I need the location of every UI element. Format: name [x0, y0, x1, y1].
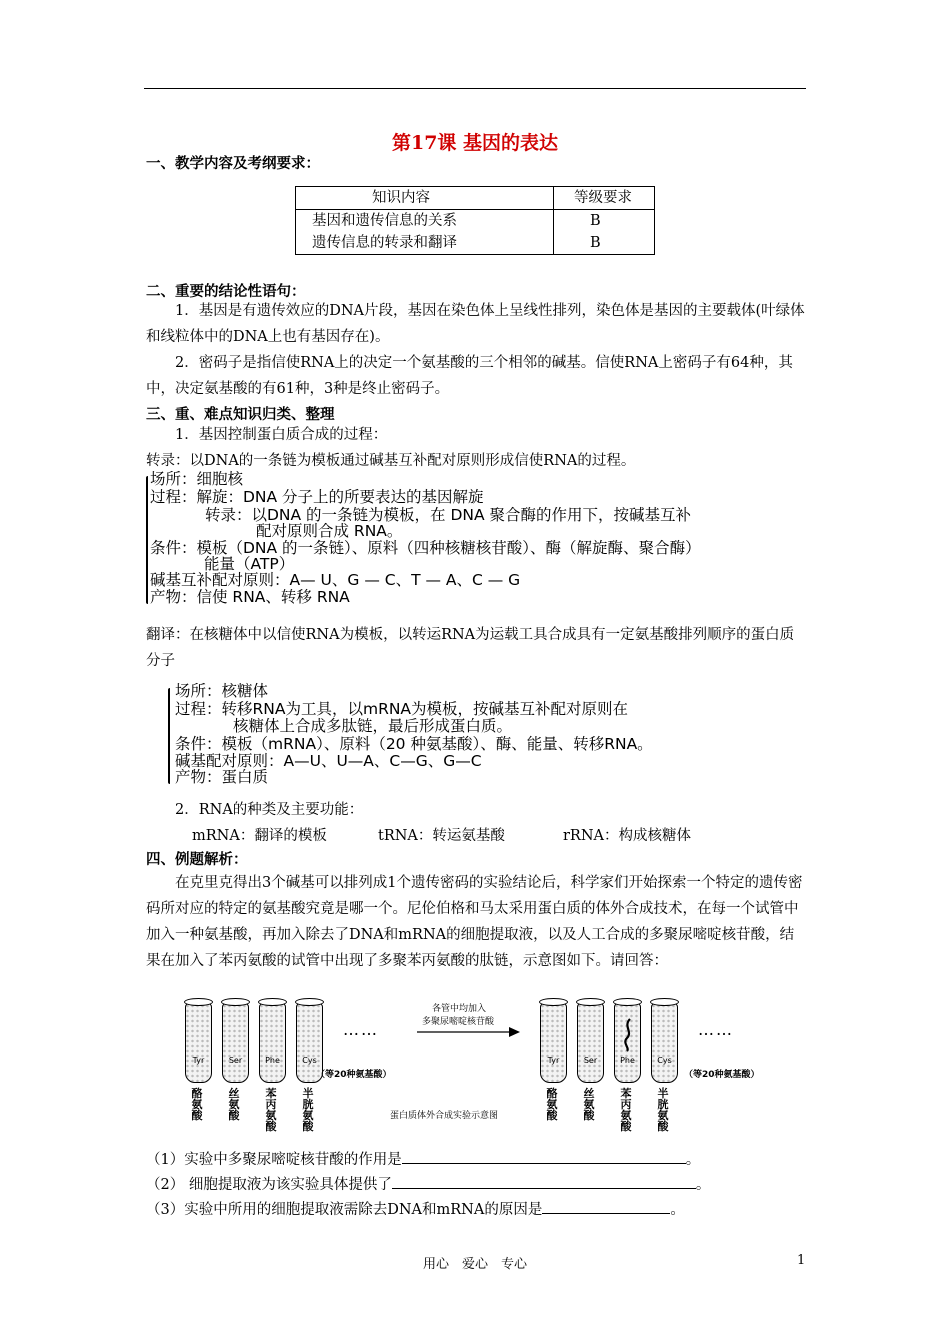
col-header-content: 知识内容 — [296, 187, 554, 210]
arrow-label: 各管中均加入 — [432, 1004, 487, 1014]
page-number: 1 — [797, 1253, 806, 1268]
brace — [146, 476, 148, 604]
question-end: 。 — [670, 1202, 685, 1218]
translation-intro: 翻译：在核糖体中以信使RNA为模板，以转运RNA为运载工具合成具有一定氨基酸排列顺序的蛋白质分子 — [146, 627, 795, 669]
test-tube — [651, 1003, 678, 1083]
box-line: 产物：信使 RNA、转移 RNA — [150, 588, 350, 606]
amino-acid-name: 丝氨酸 — [228, 1087, 240, 1122]
amino-acid-name: 丝氨酸 — [583, 1087, 595, 1122]
table-cell: 基因和遗传信息的关系 — [296, 210, 554, 233]
tube-label: Cys — [302, 1056, 317, 1065]
tube-label: Phe — [265, 1056, 280, 1065]
statement-2: 2．密码子是指信使RNA上的决定一个氨基酸的三个相邻的碱基。信使RNA上密码子有64种，其中，决定氨基酸的有61种，3种是终止密码子。 — [146, 355, 793, 397]
col-header-level: 等级要求 — [554, 187, 655, 210]
amino-acid-name: 半胱氨酸 — [302, 1087, 314, 1133]
box-line: 配对原则合成 RNA。 — [256, 522, 403, 540]
box-line: 场所：细胞核 — [150, 470, 244, 488]
tube-label: Ser — [583, 1056, 598, 1065]
question-text: （2） 细胞提取液为该实验具体提供了 — [146, 1177, 392, 1193]
subheading-2: 2．RNA的种类及主要功能： — [175, 802, 364, 818]
table-cell: B — [554, 232, 655, 255]
question-end: 。 — [695, 1177, 711, 1193]
answer-blank[interactable] — [542, 1198, 670, 1214]
test-tube — [185, 1003, 212, 1083]
ellipsis: …… — [698, 1020, 734, 1039]
brace — [168, 688, 170, 784]
box-line: 场所：核糖体 — [175, 682, 269, 700]
tube-label: Ser — [228, 1056, 243, 1065]
amino-acid-name: 酪氨酸 — [191, 1087, 203, 1122]
question-text: （3）实验中所用的细胞提取液需除去DNA和mRNA的原因是 — [146, 1202, 543, 1218]
arrow-label: 多聚尿嘧啶核苷酸 — [422, 1017, 495, 1027]
question-2 — [146, 1172, 808, 1198]
test-tube — [577, 1003, 604, 1083]
statement-1: 1．基因是有遗传效应的DNA片段，基因在染色体上呈线性排列，染色体是基因的主要载体(叶绿体和线粒体中的DNA上也有基因存在)。 — [146, 303, 805, 345]
box-line: 产物：蛋白质 — [175, 768, 269, 786]
box-line: 过程：解旋：DNA 分子上的所要表达的基因解旋 — [150, 488, 484, 506]
footer-motto: 用心 爱心 专心 — [422, 1257, 527, 1272]
box-line: 碱基配对原则：A—U、U—A、C—G、G—C — [175, 752, 482, 770]
rna-type: tRNA：转运氨基酸 — [378, 828, 505, 844]
table-cell: B — [554, 210, 655, 233]
box-line: 条件：模板（mRNA）、原料（20 种氨基酸）、酶、能量、转移RNA。 — [175, 735, 653, 753]
section-2-heading: 二、重要的结论性语句： — [146, 283, 306, 300]
figure-caption: 蛋白质体外合成实验示意图 — [390, 1111, 499, 1121]
question-text: （1）实验中多聚尿嘧啶核苷酸的作用是 — [146, 1152, 402, 1168]
box-line: 过程：转移RNA为工具，以mRNA为模板，按碱基互补配对原则在 — [175, 700, 629, 718]
tube-label: Phe — [620, 1056, 635, 1065]
example-paragraph: 在克里克得出3个碱基可以排列成1个遗传密码的实验结论后，科学家们开始探索一个特定的遗传密码所对应的特定的氨基酸究竟是哪一个。尼伦伯格和马太采用蛋白质的体外合成技术，在每一个试管中加入一种氨基酸，再加入除去了DNA和mRNA的细胞提取液，以及人工合成的多聚尿嘧啶核苷酸，结果在加入了苯丙氨酸的试管中出现了多聚苯丙氨酸的肽链，示意图如下。请回答： — [146, 875, 803, 969]
page-title: 第17课 基因的表达 — [391, 132, 559, 154]
answer-blank[interactable] — [392, 1173, 696, 1189]
header-rule — [144, 88, 806, 89]
box-line: 条件：模板（DNA 的一条链）、原料（四种核糖核苷酸）、酶（解旋酶、聚合酶） — [150, 539, 701, 557]
question-1 — [146, 1147, 808, 1173]
box-line: 能量（ATP） — [204, 555, 295, 573]
etc-label: （等20种氨基酸） — [684, 1070, 760, 1080]
requirements-table — [295, 186, 655, 255]
test-tube — [222, 1003, 249, 1083]
rna-type: mRNA：翻译的模板 — [192, 828, 327, 844]
box-line: 核糖体上合成多肽链，最后形成蛋白质。 — [233, 717, 513, 735]
tube-label: Cys — [657, 1056, 672, 1065]
tube-label: Tyr — [547, 1056, 560, 1065]
box-line: 转录：以DNA 的一条链为模板，在 DNA 聚合酶的作用下，按碱基互补 — [205, 506, 692, 524]
amino-acid-name: 半胱氨酸 — [657, 1087, 669, 1133]
question-end: 。 — [685, 1152, 701, 1168]
test-tube — [540, 1003, 567, 1083]
rna-type: rRNA：构成核糖体 — [563, 828, 692, 844]
question-3 — [146, 1197, 808, 1223]
box-line: 碱基互补配对原则：A— U、G — C、T — A、C — G — [150, 571, 521, 589]
test-tube — [259, 1003, 286, 1083]
section-4-heading: 四、例题解析： — [146, 851, 248, 868]
arrow-icon — [417, 1026, 521, 1038]
amino-acid-name: 酪氨酸 — [546, 1087, 558, 1122]
section-3-heading: 三、重、难点知识归类、整理 — [146, 406, 335, 423]
peptide-chain-icon — [621, 1018, 635, 1052]
etc-label: （等20种氨基酸） — [316, 1070, 392, 1080]
amino-acid-name: 苯丙氨酸 — [620, 1087, 632, 1133]
section-1-heading: 一、教学内容及考纲要求： — [146, 155, 320, 172]
test-tube — [614, 1003, 641, 1083]
subheading-1: 1．基因控制蛋白质合成的过程： — [175, 427, 388, 443]
transcription-intro: 转录：以DNA的一条链为模板通过碱基互补配对原则形成信使RNA的过程。 — [146, 453, 636, 469]
table-cell: 遗传信息的转录和翻译 — [296, 232, 554, 255]
tube-label: Tyr — [192, 1056, 205, 1065]
amino-acid-name: 苯丙氨酸 — [265, 1087, 277, 1133]
ellipsis: …… — [343, 1020, 379, 1039]
answer-blank[interactable] — [402, 1148, 686, 1164]
